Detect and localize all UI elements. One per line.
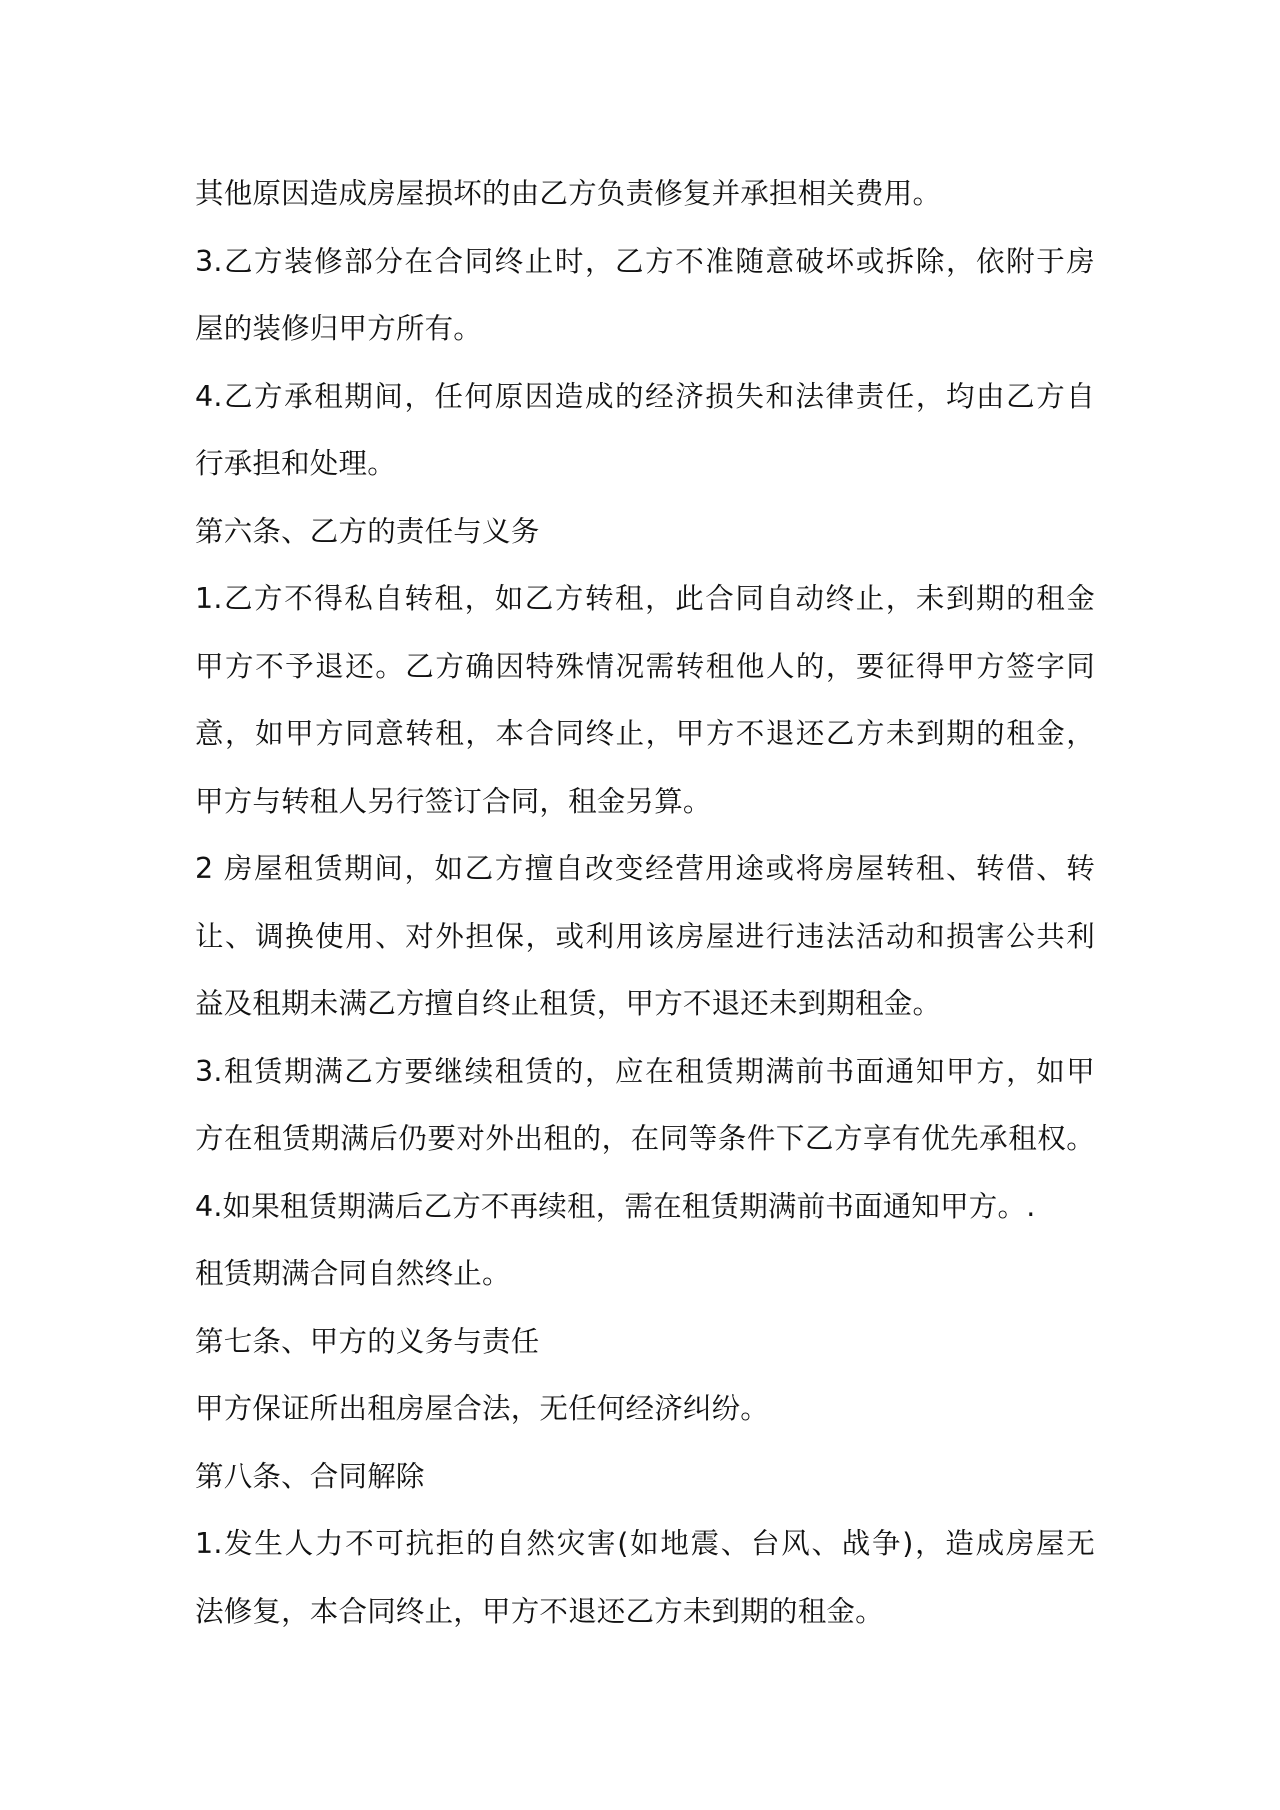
paragraph-line: 意，如甲方同意转租，本合同终止，甲方不退还乙方未到期的租金， bbox=[195, 717, 1095, 750]
paragraph-line: 4.乙方承租期间，任何原因造成的经济损失和法律责任，均由乙方自 bbox=[195, 379, 1095, 413]
section-heading: 第七条、甲方的义务与责任 bbox=[195, 1324, 540, 1358]
paragraph-line: 屋的装修归甲方所有。 bbox=[195, 312, 483, 345]
paragraph-line: 益及租期未满乙方擅自终止租赁，甲方不退还未到期租金。 bbox=[195, 987, 942, 1020]
paragraph-line: 1.乙方不得私自转租，如乙方转租，此合同自动终止，未到期的租金 bbox=[195, 582, 1095, 615]
paragraph-line: 2 房屋租赁期间，如乙方擅自改变经营用途或将房屋转租、转借、转 bbox=[195, 852, 1095, 885]
paragraph-line: 租赁期满合同自然终止。 bbox=[195, 1257, 511, 1290]
paragraph-line: 行承担和处理。 bbox=[195, 447, 396, 480]
paragraph-line: 让、调换使用、对外担保，或利用该房屋进行违法活动和损害公共利 bbox=[195, 919, 1095, 953]
section-heading: 第八条、合同解除 bbox=[195, 1459, 425, 1493]
document-body bbox=[195, 160, 1095, 1645]
paragraph-line: 甲方保证所出租房屋合法，无任何经济纠纷。 bbox=[195, 1392, 770, 1425]
paragraph-line: 法修复，本合同终止，甲方不退还乙方未到期的租金。 bbox=[195, 1594, 884, 1628]
paragraph-line: 其他原因造成房屋损坏的由乙方负责修复并承担相关费用。 bbox=[195, 177, 942, 210]
paragraph-line: 4.如果租赁期满后乙方不再续租，需在租赁期满前书面通知甲方。. bbox=[195, 1189, 1036, 1223]
paragraph-line: 1.发生人力不可抗拒的自然灾害(如地震、台风、战争)，造成房屋无 bbox=[195, 1527, 1095, 1560]
paragraph-line: 甲方不予退还。乙方确因特殊情况需转租他人的，要征得甲方签字同 bbox=[195, 649, 1095, 683]
paragraph-line: 方在租赁期满后仍要对外出租的，在同等条件下乙方享有优先承租权。 bbox=[195, 1122, 1095, 1155]
paragraph-line: 3.乙方装修部分在合同终止时，乙方不准随意破坏或拆除，依附于房 bbox=[195, 244, 1095, 278]
section-heading: 第六条、乙方的责任与义务 bbox=[195, 514, 540, 548]
paragraph-line: 3.租赁期满乙方要继续租赁的，应在租赁期满前书面通知甲方，如甲 bbox=[195, 1054, 1095, 1088]
paragraph-line: 甲方与转租人另行签订合同，租金另算。 bbox=[195, 784, 712, 818]
